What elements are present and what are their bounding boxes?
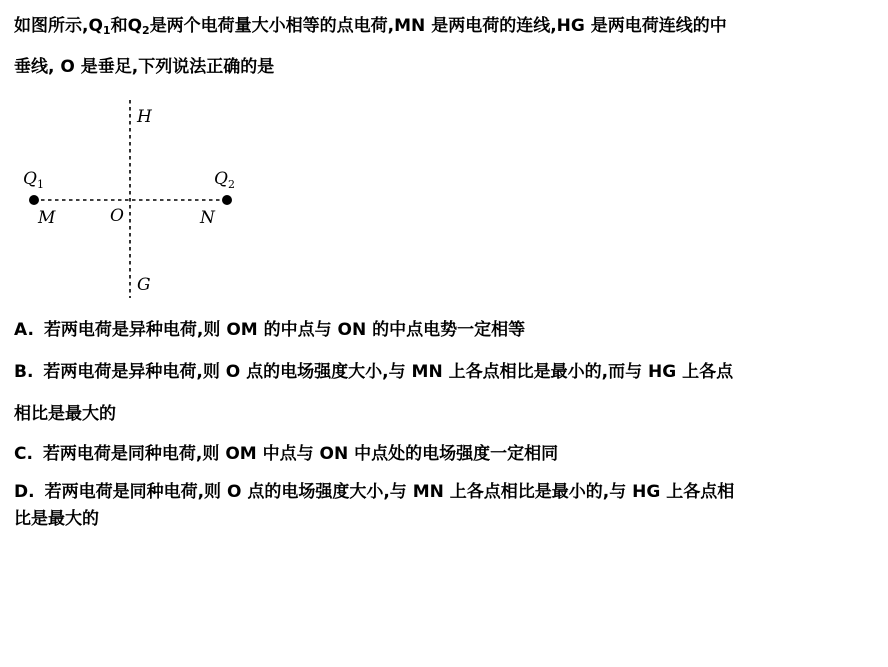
option-b-text-line-2: 相比是最大的	[14, 404, 116, 424]
stem-rest: 是两个电荷量大小相等的点电荷,MN 是两电荷的连线,HG 是两电荷连线的中	[149, 16, 727, 36]
stem-intro: 如图所示,	[14, 16, 89, 36]
label-o: O	[110, 206, 124, 226]
question-stem-line-1	[14, 14, 727, 43]
option-d-text-line-1: 若两电荷是同种电荷,则 O 点的电场强度大小,与 MN 上各点相比是最小的,与 HG 上各点相	[44, 482, 735, 502]
option-b-text-line-1: 若两电荷是异种电荷,则 O 点的电场强度大小,与 MN 上各点相比是最小的,而与 HG 上各点	[43, 362, 734, 382]
option-a	[14, 318, 525, 342]
option-c-label: C.	[14, 444, 33, 464]
option-a-text: 若两电荷是异种电荷,则 OM 的中点与 ON 的中点电势一定相等	[43, 320, 526, 340]
question-stem-line-2: 垂线, O 是垂足,下列说法正确的是	[14, 57, 275, 77]
option-b-label: B.	[14, 362, 34, 382]
option-a-label: A.	[14, 320, 34, 340]
label-h: H	[137, 107, 152, 127]
label-g: G	[137, 275, 151, 295]
q2-symbol: $Q_2$	[127, 16, 150, 37]
label-n: N	[200, 208, 215, 228]
label-q2: $Q_2$	[214, 169, 235, 191]
label-q1: $Q_1$	[23, 169, 44, 191]
option-d-text-line-2: 比是最大的	[14, 509, 99, 529]
option-c	[14, 442, 558, 466]
charge-diagram	[14, 100, 274, 305]
option-c-text: 若两电荷是同种电荷,则 OM 中点与 ON 中点处的电场强度一定相同	[42, 444, 559, 464]
label-m: M	[38, 208, 56, 228]
charge-q1-dot	[29, 195, 39, 205]
option-d-label: D.	[14, 482, 35, 502]
option-d	[14, 480, 734, 504]
stem-and: 和	[110, 16, 128, 36]
q1-symbol: $Q_1$	[88, 16, 111, 37]
option-b	[14, 360, 733, 384]
charge-q2-dot	[222, 195, 232, 205]
